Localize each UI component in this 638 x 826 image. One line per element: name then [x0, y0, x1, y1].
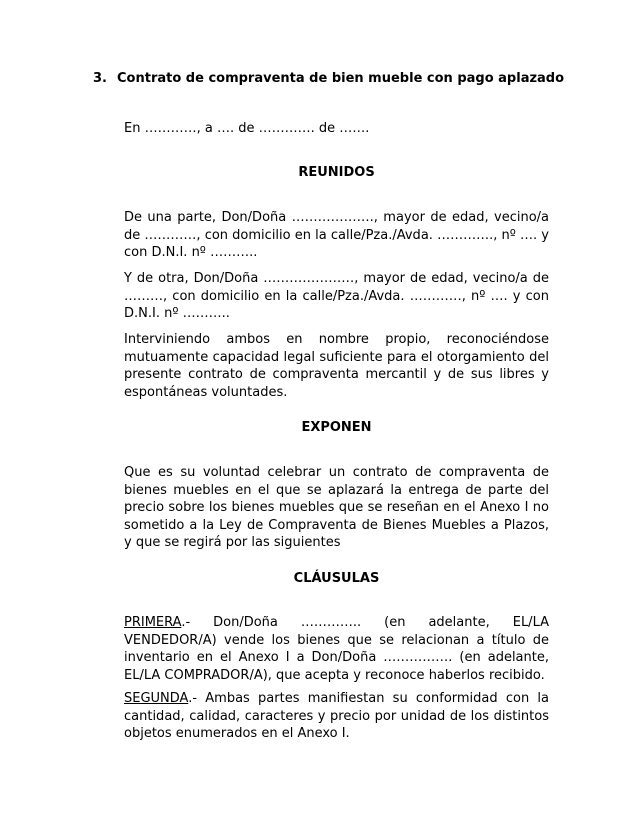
clausulas-heading: CLÁUSULAS	[293, 571, 380, 586]
clause-primera-label: PRIMERA	[124, 615, 182, 630]
clause-segunda-label: SEGUNDA	[124, 691, 189, 706]
reunidos-heading: REUNIDOS	[298, 165, 375, 180]
first-party-paragraph: De una parte, Don/Doña ………………., mayor de edad, vecino/a de …………, con domicilio en la calle/Pza./Avda. …………., nº …. y con D.N.I. nº ………..	[124, 210, 549, 260]
section-heading	[93, 70, 613, 88]
heading-title: Contrato de compraventa de bien mueble con pago aplazado	[117, 71, 565, 86]
heading-number: 3.	[93, 71, 107, 86]
second-party-paragraph: Y de otra, Don/Doña …………………, mayor de edad, vecino/a de ………, con domicilio en la calle/Pza./Avda. …………, nº …. y con D.N.I. nº ………..	[124, 271, 549, 321]
clause-segunda	[124, 690, 549, 743]
exponen-heading: EXPONEN	[301, 420, 372, 435]
exponen-paragraph: Que es su voluntad celebrar un contrato de compraventa de bienes muebles en el que se aplazará la entrega de parte del precio sobre los bienes muebles que se reseñan en el Anexo I no sometido a la Ley de Compraventa de Bienes Muebles a Plazos, y que se regirá por las siguientes	[124, 465, 549, 550]
clause-segunda-text: .- Ambas partes manifiestan su conformidad con la cantidad, calidad, caracteres y precio por unidad de los distintos objetos enumerados en el Anexo I.	[124, 691, 549, 741]
capacity-paragraph: Interviniendo ambos en nombre propio, reconociéndose mutuamente capacidad legal suficiente para el otorgamiento del presente contrato de compraventa mercantil y de sus libres y espontáneas voluntades.	[124, 332, 549, 400]
place-date-line: En …………, a …. de …………. de …….	[124, 121, 370, 136]
clause-primera-text: .- Don/Doña ………….. (en adelante, EL/LA VENDEDOR/A) vende los bienes que se relacionan a título de inventario en el Anexo I a Don/Doña ……………. (en adelante, EL/LA COMPRADOR/A), que acepta y reconoce haberlos recibido.	[124, 615, 549, 683]
clause-primera	[124, 614, 549, 684]
